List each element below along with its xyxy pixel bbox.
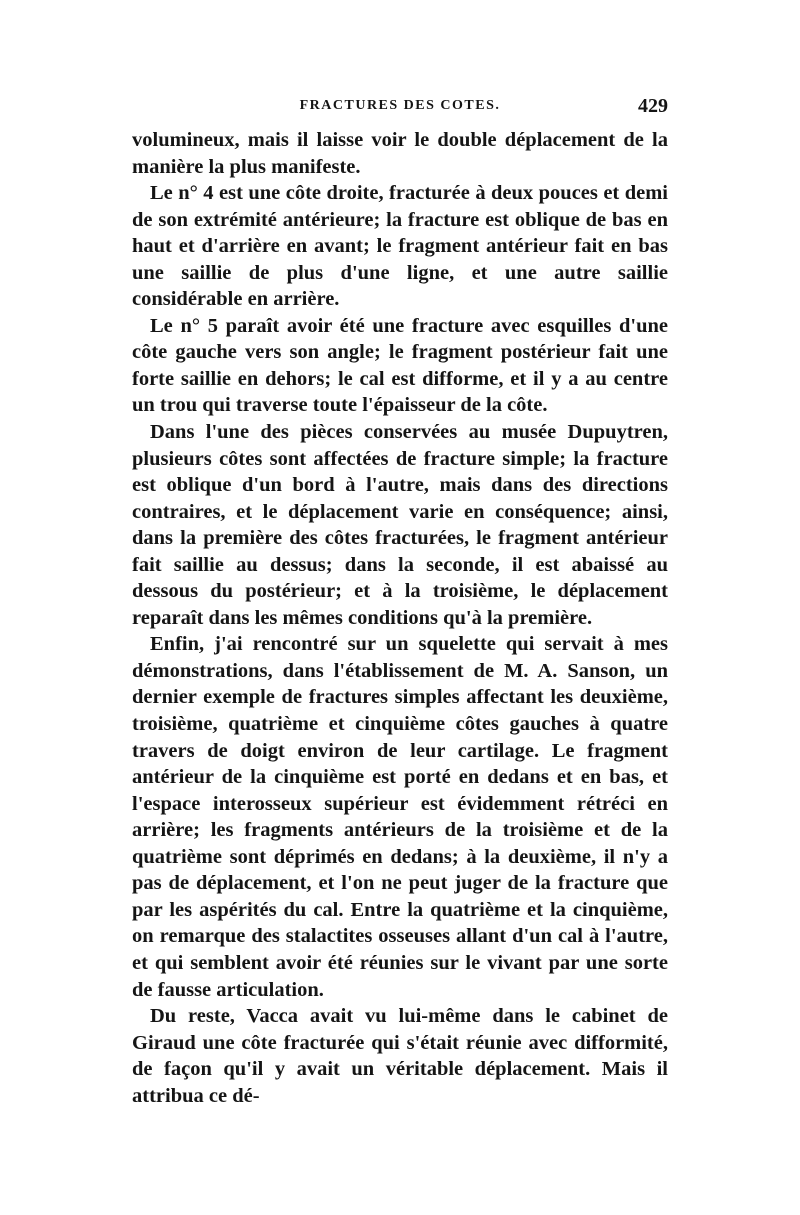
paragraph-rib-4: Le n° 4 est une côte droite, fracturée à deux pouces et demi de son extrémité antérieure; la fracture est oblique de bas en haut et d'arrière en avant; le fragment antérieur fait en bas une saillie de plus d'une ligne, et une autre saillie considérable en arrière.: [132, 182, 668, 311]
paragraph-rib-5: Le n° 5 paraît avoir été une fracture avec esquilles d'une côte gauche vers son angle; le fragment postérieur fait une forte saillie en dehors; le cal est difforme, et il y a au centre un trou qui traverse toute l'épaisseur de la côte.: [132, 314, 668, 417]
paragraph-dupuytren-museum: Dans l'une des pièces conservées au musée Dupuytren, plusieurs côtes sont affectées de fracture simple; la fracture est oblique d'un bord à l'autre, mais dans des directions contraires, et le déplacement varie en conséquence; ainsi, dans la première des côtes fracturées, le fragment antérieur fait saillie au dessus; dans la seconde, il est abaissé au dessous du postérieur; et à la troisième, le déplacement reparaît dans les mêmes conditions qu'à la première.: [132, 421, 668, 629]
paragraph-sanson-skeleton: Enfin, j'ai rencontré sur un squelette qui servait à mes démonstrations, dans l'établissement de M. A. Sanson, un dernier exemple de fractures simples affectant les deuxième, troisième, quatrième et cinquième côtes gauches à quatre travers de doigt environ de leur cartilage. Le fragment antérieur de la cinquième est porté en dedans et en bas, et l'espace interosseux supérieur est évidemment rétréci en arrière; les fragments antérieurs de la troisième et de la quatrième sont déprimés en dedans; à la deuxième, il n'y a pas de déplacement, et l'on ne peut juger de la fracture que par les aspérités du cal. Entre la quatrième et la cinquième, on remarque des stalactites osseuses allant d'un cal à l'autre, et qui semblent avoir été réunies sur le vivant par une sorte de fausse articulation.: [132, 633, 668, 1001]
running-title: FRACTURES DES COTES.: [299, 98, 501, 113]
paragraph-continued: volumineux, mais il laisse voir le double déplacement de la manière la plus manifeste.: [132, 129, 668, 178]
running-head: [132, 95, 668, 122]
paragraph-vacca: Du reste, Vacca avait vu lui-même dans le cabinet de Giraud une côte fracturée qui s'était réunie avec difformité, de façon qu'il y avait un véritable déplacement. Mais il attribua ce dé-: [132, 1005, 668, 1107]
body-text: [132, 127, 668, 1109]
page-number: 429: [638, 95, 668, 117]
